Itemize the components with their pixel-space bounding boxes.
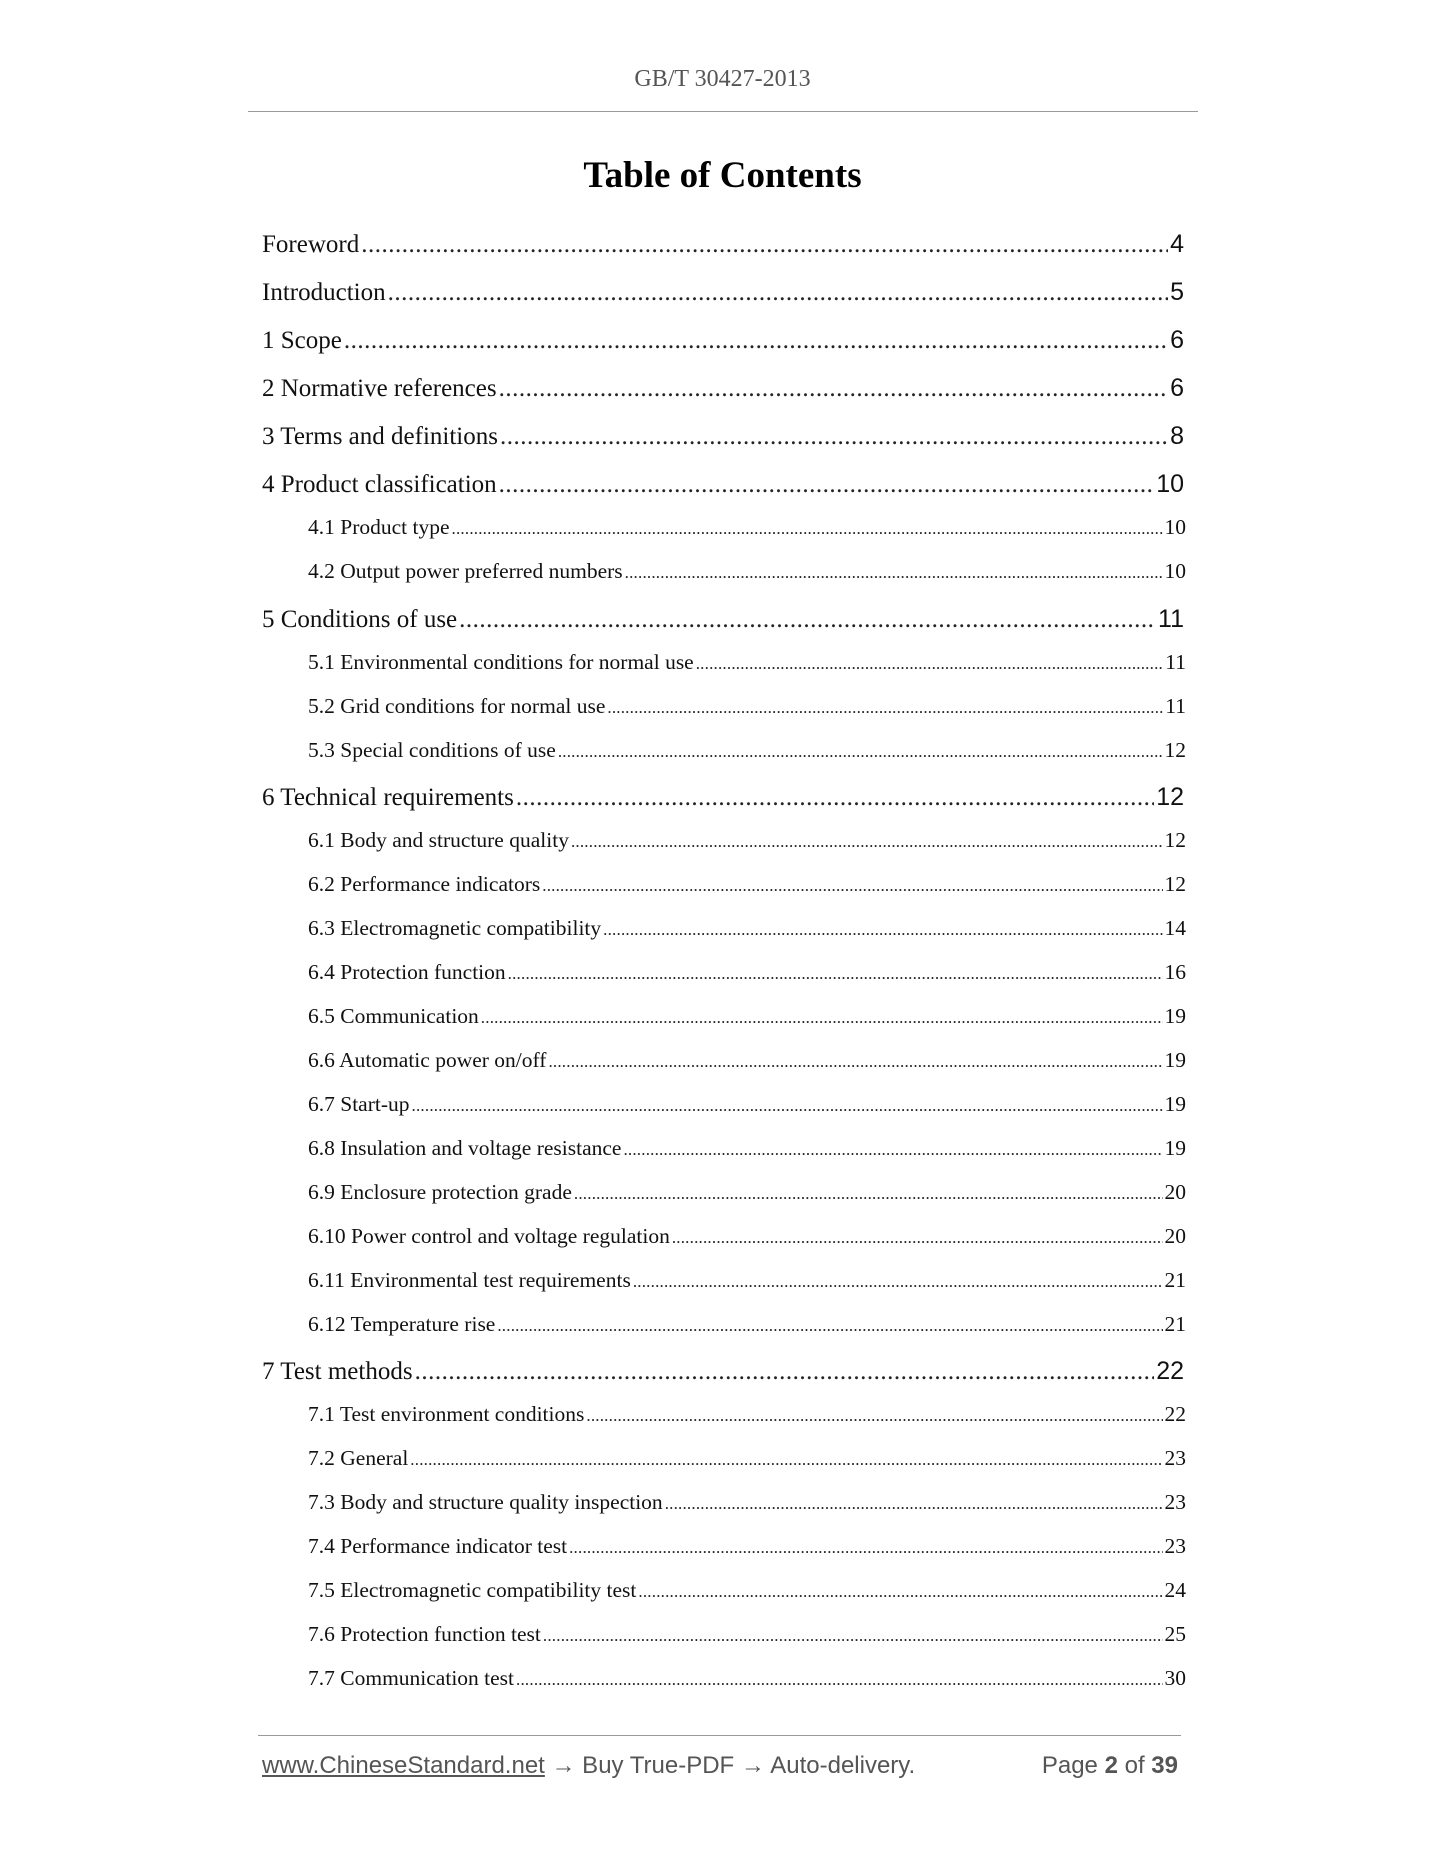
- toc-entry-label: 5.1 Environmental conditions for normal use: [308, 650, 694, 674]
- page-title: Table of Contents: [583, 155, 862, 196]
- toc-entry-label: Foreword: [262, 231, 360, 258]
- toc-entry[interactable]: [308, 650, 1186, 686]
- dot-leader: [571, 828, 1163, 853]
- toc-entry-page-number: 6: [1170, 374, 1184, 402]
- dot-leader: [452, 515, 1163, 540]
- dot-leader: [499, 375, 1168, 403]
- toc-entry-label: 6.9 Enclosure protection grade: [308, 1180, 572, 1204]
- dot-leader: [607, 694, 1163, 719]
- dot-leader: [558, 738, 1163, 763]
- toc-entry-label: 1 Scope: [262, 327, 342, 354]
- toc-entry-label: Introduction: [262, 279, 386, 306]
- dot-leader: [542, 872, 1162, 897]
- toc-entry-label: 6.4 Protection function: [308, 960, 506, 984]
- dot-leader: [516, 784, 1154, 812]
- dot-leader: [586, 1402, 1162, 1427]
- toc-entry[interactable]: [308, 1004, 1186, 1040]
- toc-entry-label: 3 Terms and definitions: [262, 423, 498, 450]
- toc-entry[interactable]: [308, 1092, 1186, 1128]
- dot-leader: [388, 279, 1169, 307]
- document-code-header: GB/T 30427-2013: [634, 66, 811, 92]
- page-indicator: [1042, 1752, 1178, 1780]
- toc-entry[interactable]: [308, 1446, 1186, 1482]
- dot-leader: [625, 559, 1163, 584]
- toc-entry[interactable]: [262, 374, 1184, 418]
- toc-entry[interactable]: [308, 738, 1186, 774]
- dot-leader: [344, 327, 1168, 355]
- toc-entry[interactable]: [308, 916, 1186, 952]
- dot-leader: [415, 1358, 1155, 1386]
- dot-leader: [516, 1666, 1162, 1691]
- toc-entry[interactable]: [308, 1490, 1186, 1526]
- toc-entry-page-number: 16: [1164, 960, 1186, 984]
- dot-leader: [623, 1136, 1162, 1161]
- toc-entry[interactable]: [262, 230, 1184, 274]
- toc-entry-page-number: 10: [1164, 559, 1186, 583]
- toc-entry-page-number: 20: [1164, 1180, 1186, 1204]
- dot-leader: [638, 1578, 1162, 1603]
- toc-entry-label: 6.10 Power control and voltage regulation: [308, 1224, 670, 1248]
- toc-entry-page-number: 14: [1164, 916, 1186, 940]
- toc-entry-page-number: 30: [1164, 1666, 1186, 1690]
- toc-entry-page-number: 24: [1164, 1578, 1186, 1602]
- toc-entry[interactable]: [308, 1224, 1186, 1260]
- toc-entry-page-number: 23: [1164, 1490, 1186, 1514]
- dot-leader: [569, 1534, 1162, 1559]
- dot-leader: [410, 1446, 1162, 1471]
- toc-entry-page-number: 20: [1164, 1224, 1186, 1248]
- current-page-number: 2: [1104, 1752, 1118, 1779]
- of-word: of: [1124, 1752, 1145, 1779]
- toc-entry-label: 5 Conditions of use: [262, 606, 458, 633]
- toc-entry-page-number: 8: [1170, 422, 1184, 450]
- toc-entry-page-number: 11: [1165, 650, 1186, 674]
- toc-entry-label: 6.1 Body and structure quality: [308, 828, 569, 852]
- toc-entry-page-number: 19: [1164, 1092, 1186, 1116]
- toc-entry-label: 6.12 Temperature rise: [308, 1312, 496, 1336]
- toc-entry[interactable]: [262, 1357, 1184, 1401]
- toc-entry[interactable]: [262, 470, 1184, 514]
- toc-entry-page-number: 23: [1164, 1534, 1186, 1558]
- toc-entry-label: 7.2 General: [308, 1446, 409, 1470]
- toc-entry[interactable]: [262, 783, 1184, 827]
- website-link[interactable]: www.ChineseStandard.net: [262, 1752, 545, 1779]
- toc-entry-label: 5.3 Special conditions of use: [308, 738, 556, 762]
- toc-entry[interactable]: [308, 1578, 1186, 1614]
- dot-leader: [500, 423, 1168, 451]
- toc-entry-label: 7.7 Communication test: [308, 1666, 515, 1690]
- toc-entry[interactable]: [262, 326, 1184, 370]
- toc-entry[interactable]: [308, 559, 1186, 595]
- toc-entry-label: 7 Test methods: [262, 1358, 413, 1385]
- toc-entry-label: 7.4 Performance indicator test: [308, 1534, 568, 1558]
- toc-entry-label: 6.5 Communication: [308, 1004, 479, 1028]
- toc-entry-page-number: 19: [1164, 1136, 1186, 1160]
- toc-entry[interactable]: [308, 828, 1186, 864]
- toc-entry-page-number: 11: [1165, 694, 1186, 718]
- toc-entry-label: 6.11 Environmental test requirements: [308, 1268, 631, 1292]
- toc-entry-page-number: 5: [1170, 278, 1184, 306]
- dot-leader: [412, 1092, 1163, 1117]
- promo-text: → Buy True-PDF → Auto-delivery.: [544, 1752, 916, 1779]
- toc-entry-label: 7.1 Test environment conditions: [308, 1402, 585, 1426]
- toc-entry[interactable]: [308, 1268, 1186, 1304]
- toc-entry-page-number: 21: [1164, 1268, 1186, 1292]
- toc-entry[interactable]: [308, 1534, 1186, 1570]
- toc-entry[interactable]: [308, 1666, 1186, 1702]
- dot-leader: [543, 1622, 1163, 1647]
- dot-leader: [633, 1268, 1163, 1293]
- toc-entry-label: 7.5 Electromagnetic compatibility test: [308, 1578, 637, 1602]
- toc-entry-page-number: 19: [1164, 1004, 1186, 1028]
- toc-entry-label: 2 Normative references: [262, 375, 497, 402]
- toc-entry-label: 4.1 Product type: [308, 515, 450, 539]
- toc-entry-page-number: 19: [1164, 1048, 1186, 1072]
- toc-entry-page-number: 12: [1164, 828, 1186, 852]
- toc-entry[interactable]: [308, 1312, 1186, 1348]
- toc-entry[interactable]: [262, 278, 1184, 322]
- toc-entry[interactable]: [308, 515, 1186, 551]
- page-word: Page: [1041, 1752, 1098, 1779]
- dot-leader: [499, 471, 1155, 499]
- toc-entry[interactable]: [262, 422, 1184, 466]
- dot-leader: [672, 1224, 1163, 1249]
- toc-entry[interactable]: [308, 1622, 1186, 1658]
- toc-entry[interactable]: [308, 872, 1186, 908]
- toc-entry-page-number: 10: [1156, 470, 1184, 498]
- page-footer: [262, 1752, 1182, 1780]
- toc-entry-page-number: 6: [1170, 326, 1184, 354]
- toc-entry[interactable]: [308, 1180, 1186, 1216]
- toc-entry-page-number: 22: [1164, 1402, 1186, 1426]
- dot-leader: [548, 1048, 1162, 1073]
- dot-leader: [574, 1180, 1163, 1205]
- toc-entry-label: 6.6 Automatic power on/off: [308, 1048, 547, 1072]
- toc-entry-page-number: 23: [1164, 1446, 1186, 1470]
- toc-entry[interactable]: [308, 694, 1186, 730]
- toc-entry-page-number: 12: [1164, 872, 1186, 896]
- toc-entry-label: 6.3 Electromagnetic compatibility: [308, 916, 602, 940]
- footer-divider: [258, 1735, 1181, 1736]
- toc-entry-page-number: 22: [1156, 1357, 1184, 1385]
- toc-entry-label: 4 Product classification: [262, 471, 497, 498]
- toc-entry-label: 6.8 Insulation and voltage resistance: [308, 1136, 622, 1160]
- toc-entry-label: 6 Technical requirements: [262, 784, 514, 811]
- toc-entry-page-number: 11: [1158, 605, 1184, 633]
- toc-entry-page-number: 10: [1164, 515, 1186, 539]
- dot-leader: [459, 606, 1156, 634]
- toc-entry[interactable]: [308, 1402, 1186, 1438]
- toc-entry[interactable]: [308, 960, 1186, 996]
- total-pages-number: 39: [1151, 1752, 1178, 1779]
- toc-entry-label: 6.2 Performance indicators: [308, 872, 541, 896]
- dot-leader: [508, 960, 1163, 985]
- dot-leader: [497, 1312, 1162, 1337]
- toc-entry-page-number: 21: [1164, 1312, 1186, 1336]
- toc-entry-page-number: 25: [1164, 1622, 1186, 1646]
- dot-leader: [665, 1490, 1163, 1515]
- toc-entry-label: 7.3 Body and structure quality inspection: [308, 1490, 663, 1514]
- dot-leader: [361, 231, 1168, 259]
- toc-entry-label: 7.6 Protection function test: [308, 1622, 541, 1646]
- toc-entry[interactable]: [308, 1048, 1186, 1084]
- toc-entry[interactable]: [262, 605, 1184, 649]
- dot-leader: [696, 650, 1164, 675]
- toc-entry-page-number: 4: [1170, 230, 1184, 258]
- toc-entry-page-number: 12: [1156, 783, 1184, 811]
- dot-leader: [481, 1004, 1163, 1029]
- dot-leader: [603, 916, 1162, 941]
- toc-entry-label: 6.7 Start-up: [308, 1092, 410, 1116]
- toc-entry[interactable]: [308, 1136, 1186, 1172]
- toc-entry-page-number: 12: [1164, 738, 1186, 762]
- toc-entry-label: 4.2 Output power preferred numbers: [308, 559, 623, 583]
- toc-entry-label: 5.2 Grid conditions for normal use: [308, 694, 606, 718]
